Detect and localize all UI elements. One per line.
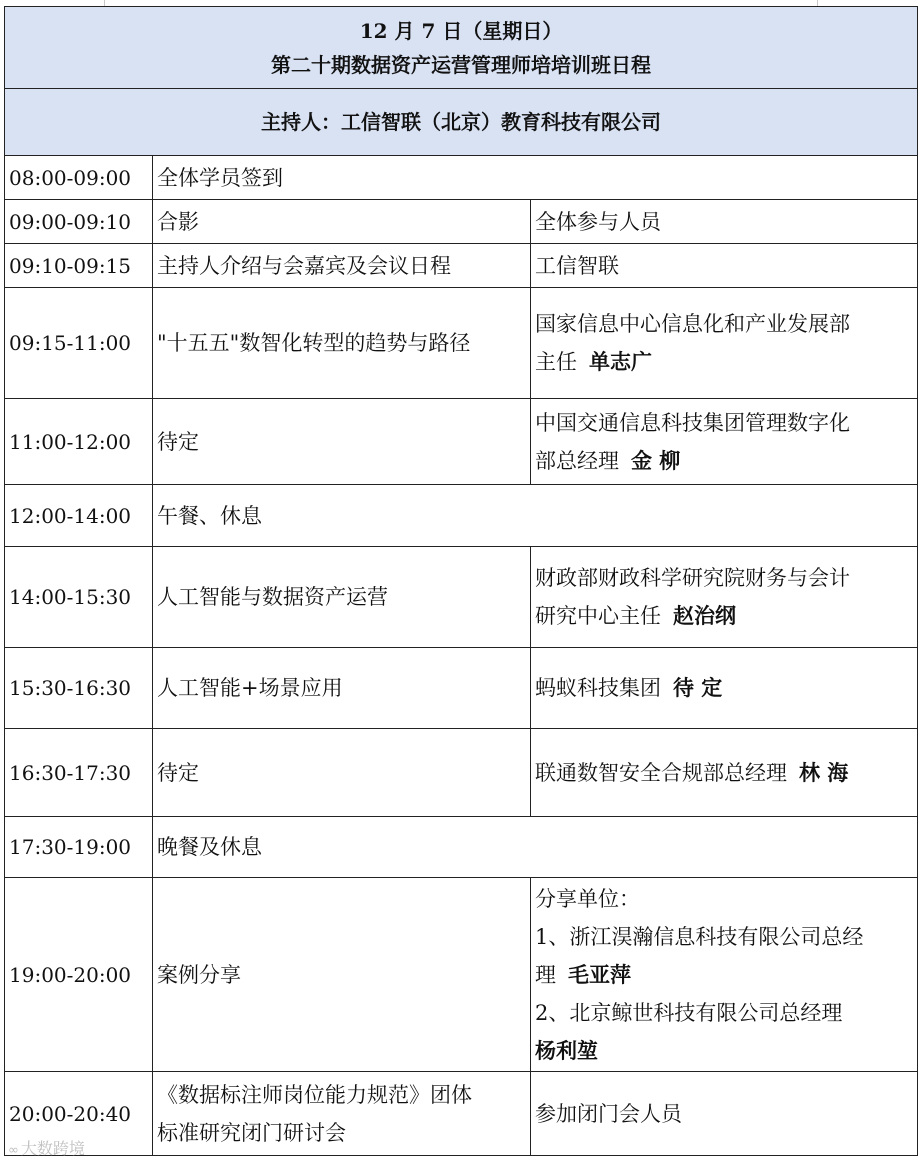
speaker-cell: 参加闭门会人员 — [531, 1072, 918, 1156]
topic-cell: 案例分享 — [153, 878, 531, 1072]
share-units-label: 分享单位： — [535, 886, 640, 911]
speaker-org: 国家信息中心信息化和产业发展部 — [535, 312, 850, 336]
time-cell: 09:00-09:10 — [5, 200, 153, 244]
topic-cell: 晚餐及休息 — [153, 817, 918, 878]
topic-cell — [153, 1072, 531, 1156]
speaker-cell — [531, 878, 918, 1072]
speaker-name: 毛亚萍 — [568, 961, 631, 987]
title-row — [5, 7, 918, 89]
time-cell: 08:00-09:00 — [5, 156, 153, 200]
topic-line-1: 《数据标注师岗位能力规范》团体 — [157, 1082, 472, 1107]
topic-cell: 主持人介绍与会嘉宾及会议日程 — [153, 244, 531, 288]
speaker-cell — [531, 729, 918, 817]
topic-cell: 人工智能+场景应用 — [153, 648, 531, 729]
time-cell: 20:00-20:40 — [5, 1072, 153, 1156]
topic-line-2: 标准研究闭门研讨会 — [157, 1120, 346, 1145]
time-cell: 17:30-19:00 — [5, 817, 153, 878]
table-row — [5, 729, 918, 817]
table-row — [5, 648, 918, 729]
watermark-text: 大数跨境 — [20, 1139, 85, 1158]
topic-cell: 合影 — [153, 200, 531, 244]
speaker-name: 单志广 — [589, 349, 652, 374]
table-row — [5, 200, 918, 244]
speaker-name: 林 海 — [799, 759, 849, 785]
speaker-cell — [531, 648, 918, 729]
speaker-name: 杨利堃 — [535, 1037, 598, 1063]
speaker-org: 蚂蚁科技集团 — [535, 676, 661, 700]
schedule-table — [4, 6, 918, 1156]
speaker-org: 中国交通信息科技集团管理数字化 — [535, 410, 850, 435]
table-row — [5, 878, 918, 1072]
time-cell: 09:10-09:15 — [5, 244, 153, 288]
time-cell: 14:00-15:30 — [5, 547, 153, 648]
table-row — [5, 1072, 918, 1156]
table-row — [5, 485, 918, 547]
time-cell: 11:00-12:00 — [5, 399, 153, 485]
host-cell: 主持人：工信智联（北京）教育科技有限公司 — [5, 89, 918, 156]
share-unit-1: 1、浙江淏瀚信息科技有限公司总经 — [535, 924, 864, 949]
time-cell: 16:30-17:30 — [5, 729, 153, 817]
table-row — [5, 547, 918, 648]
host-row — [5, 89, 918, 156]
speaker-cell: 工信智联 — [531, 244, 918, 288]
speaker-name: 赵治纲 — [673, 603, 736, 628]
speaker-cell — [531, 288, 918, 399]
speaker-cell — [531, 547, 918, 648]
speaker-org: 联通数智安全合规部总经理 — [535, 760, 787, 785]
speaker-name: 金 柳 — [631, 447, 681, 473]
share-unit-2: 2、北京鲸世科技有限公司总经理 — [535, 1000, 843, 1025]
speaker-title: 主任 — [535, 350, 577, 374]
speaker-cell: 全体参与人员 — [531, 200, 918, 244]
time-cell: 15:30-16:30 — [5, 648, 153, 729]
speaker-title: 研究中心主任 — [535, 604, 661, 628]
title-cell — [5, 7, 918, 89]
topic-cell: 待定 — [153, 729, 531, 817]
share-unit-1-cont: 理 — [535, 962, 556, 987]
speaker-org: 财政部财政科学研究院财务与会计 — [535, 566, 850, 590]
speaker-cell — [531, 399, 918, 485]
table-row — [5, 244, 918, 288]
table-row — [5, 288, 918, 399]
topic-cell: 待定 — [153, 399, 531, 485]
table-row — [5, 156, 918, 200]
watermark-logo-icon: ∞ — [8, 1143, 19, 1158]
topic-cell: 人工智能与数据资产运营 — [153, 547, 531, 648]
table-row — [5, 399, 918, 485]
topic-cell: 全体学员签到 — [153, 156, 918, 200]
schedule-title: 第二十期数据资产运营管理师培培训班日程 — [271, 52, 652, 77]
time-cell: 12:00-14:00 — [5, 485, 153, 547]
time-cell: 19:00-20:00 — [5, 878, 153, 1072]
topic-cell: 午餐、休息 — [153, 485, 918, 547]
speaker-name: 待 定 — [673, 675, 723, 700]
topic-cell: "十五五"数智化转型的趋势与路径 — [153, 288, 531, 399]
table-row — [5, 817, 918, 878]
speaker-title: 部总经理 — [535, 448, 619, 473]
watermark — [8, 1136, 85, 1159]
time-cell: 09:15-11:00 — [5, 288, 153, 399]
schedule-date: 12 月 7 日（星期日） — [359, 18, 563, 43]
